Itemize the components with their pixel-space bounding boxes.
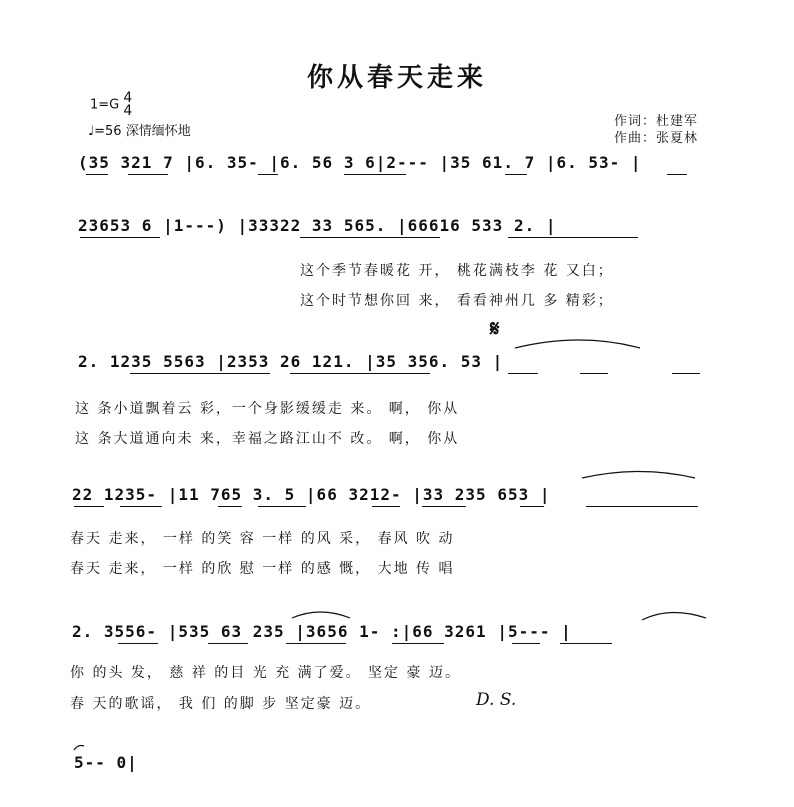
quarter-note-icon: ♩	[88, 124, 95, 139]
lyric-row-2-verse-1: 这个季节春暖花 开， 桃花满枝李 花 又白；	[300, 263, 614, 279]
segno-icon: 𝄋	[490, 316, 500, 342]
lyricist: 作词：杜建军	[614, 114, 699, 129]
lyric-row-5-verse-2: 春 天的歌谣， 我 们 的脚 步 坚定豪 迈。	[70, 696, 372, 712]
notation-row-6: 5-- 0|	[74, 753, 138, 772]
key-label: 1=G	[90, 97, 120, 113]
slur-arc	[292, 612, 350, 618]
notation-row-1: (35 321 7 |6. 35- |6. 56 3 6|2--- |35 61. 7 |6. 53- |	[78, 153, 642, 172]
notation-row-3: 2. 1235 5563 |2353 26 121. |35 356. 53 |	[78, 352, 504, 371]
slur-arc	[582, 472, 695, 479]
time-top: 4	[123, 90, 133, 106]
lyric-row-3-verse-1: 这 条小道飘着云 彩，一个身影缓缓走 来。 啊， 你从	[75, 401, 460, 417]
lyric-row-4-verse-2: 春天 走来， 一样 的欣 慰 一样 的感 慨， 大地 传 唱	[70, 561, 455, 577]
dal-segno-marking: D. S.	[476, 690, 517, 710]
lyric-row-5-verse-1: 你 的头 发， 慈 祥 的目 光 充 满了爱。 坚定 豪 迈。	[70, 665, 461, 681]
composer: 作曲：张夏林	[614, 131, 699, 146]
slur-arc	[515, 340, 640, 348]
lyric-row-2-verse-2: 这个时节想你回 来， 看看神州几 多 精彩；	[300, 293, 614, 309]
slur-arc	[642, 612, 706, 620]
notation-row-4: 22 1235- |11 765 3. 5 |66 3212- |33 235 653 |	[72, 485, 551, 504]
lyric-row-3-verse-2: 这 条大道通向未 来，幸福之路江山不 改。 啊， 你从	[75, 431, 460, 447]
notation-row-2: 23653 6 |1---) |33322 33 565. |66616 533 2. |	[78, 216, 557, 235]
lyric-row-4-verse-1: 春天 走来， 一样 的笑 容 一样 的风 采， 春风 吹 动	[70, 531, 455, 547]
song-title: 你从春天走来	[306, 63, 487, 93]
tempo-text: =56 深情缅怀地	[94, 124, 191, 139]
time-bottom: 4	[123, 103, 133, 119]
notation-row-5: 2. 3556- |535 63 235 |3656 1- :|66 3261 |5--- |	[72, 622, 572, 641]
slur-arc	[74, 746, 84, 751]
